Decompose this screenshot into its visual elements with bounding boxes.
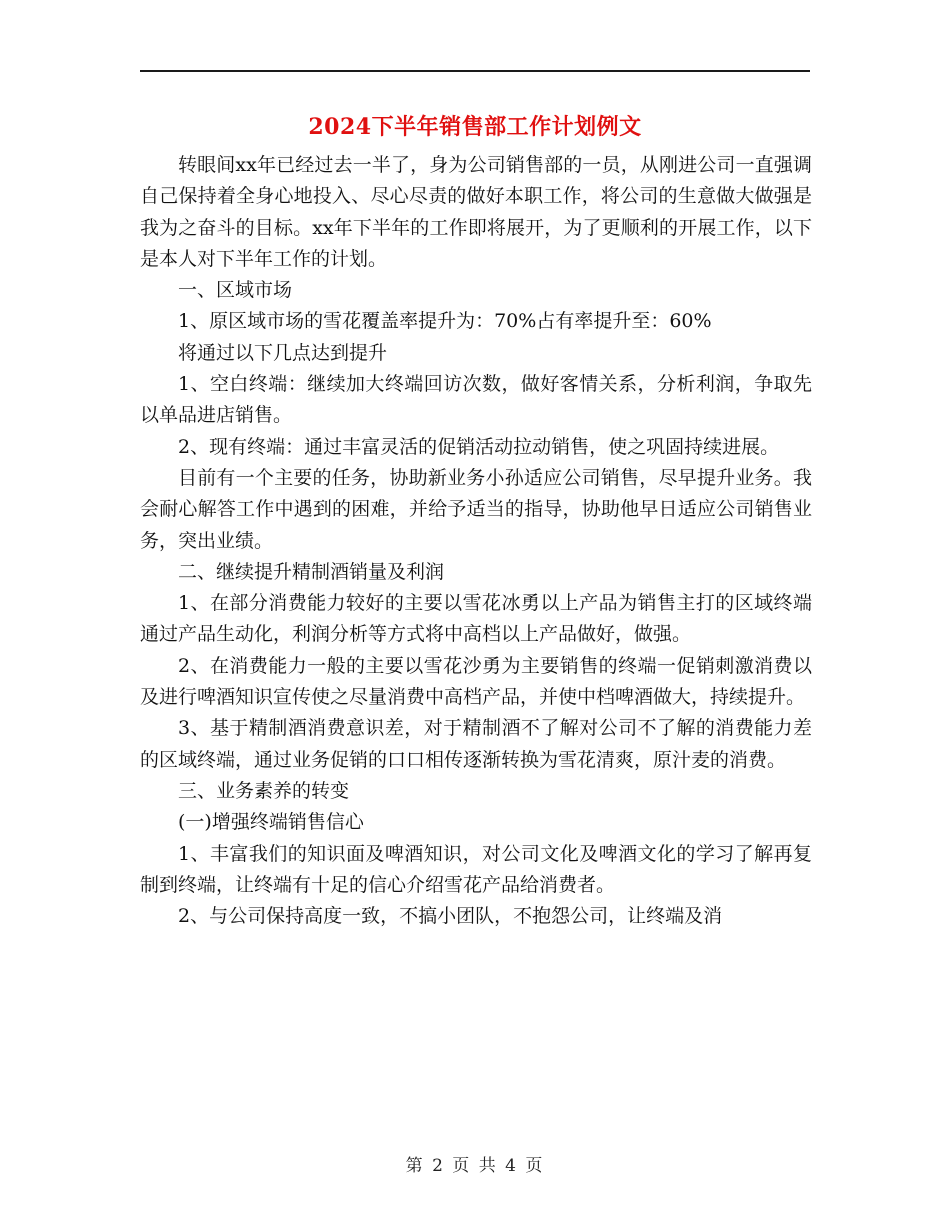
paragraph: 2、与公司保持高度一致，不搞小团队，不抱怨公司，让终端及消 — [178, 905, 723, 928]
heading-section-3: 三、业务素养的转变 — [178, 779, 350, 802]
paragraph: 将通过以下几点达到提升 — [178, 341, 388, 364]
document-title: 2024下半年销售部工作计划例文 — [308, 114, 642, 140]
page-number: 第 2 页 共 4 页 — [405, 1156, 545, 1176]
paragraph: 目前有一个主要的任务，协助新业务小孙适应公司销售，尽早提升业务。我会耐心解答工作中遇到的困难，并给予适当的指导，协助他早日适应公司销售业务，突出业绩。 — [140, 466, 812, 552]
paragraph: 1、在部分消费能力较好的主要以雪花冰勇以上产品为销售主打的区域终端通过产品生动化，利润分析等方式将中高档以上产品做好，做强。 — [140, 592, 812, 646]
heading-section-2: 二、继续提升精制酒销量及利润 — [178, 560, 445, 583]
paragraph: 1、丰富我们的知识面及啤酒知识，对公司文化及啤酒文化的学习了解再复制到终端，让终端有十足的信心介绍雪花产品给消费者。 — [140, 842, 812, 896]
paragraph: 1、空白终端：继续加大终端回访次数，做好客情关系，分析利润，争取先以单品进店销售。 — [140, 373, 812, 427]
paragraph: 3、基于精制酒消费意识差，对于精制酒不了解对公司不了解的消费能力差的区域终端，通过业务促销的口口相传逐渐转换为雪花清爽，原汁麦的消费。 — [140, 717, 812, 771]
subheading: (一)增强终端销售信心 — [178, 811, 364, 834]
paragraph-intro: 转眼间xx年已经过去一半了，身为公司销售部的一员，从刚进公司一直强调自己保持着全身心地投入、尽心尽责的做好本职工作，将公司的生意做大做强是我为之奋斗的目标。xx年下半年的工作即将展开，为了更顺利的开展工作，以下是本人对下半年工作的计划。 — [140, 154, 812, 270]
heading-section-1: 一、区域市场 — [178, 279, 293, 302]
paragraph: 2、在消费能力一般的主要以雪花沙勇为主要销售的终端一促销刺激消费以及进行啤酒知识宣传使之尽量消费中高档产品，并使中档啤酒做大，持续提升。 — [140, 654, 812, 709]
paragraph: 2、现有终端：通过丰富灵活的促销活动拉动销售，使之巩固持续进展。 — [178, 435, 780, 458]
paragraph: 1、原区域市场的雪花覆盖率提升为：70%占有率提升至：60% — [178, 310, 712, 333]
document-body — [140, 150, 812, 932]
header-rule — [140, 70, 810, 72]
